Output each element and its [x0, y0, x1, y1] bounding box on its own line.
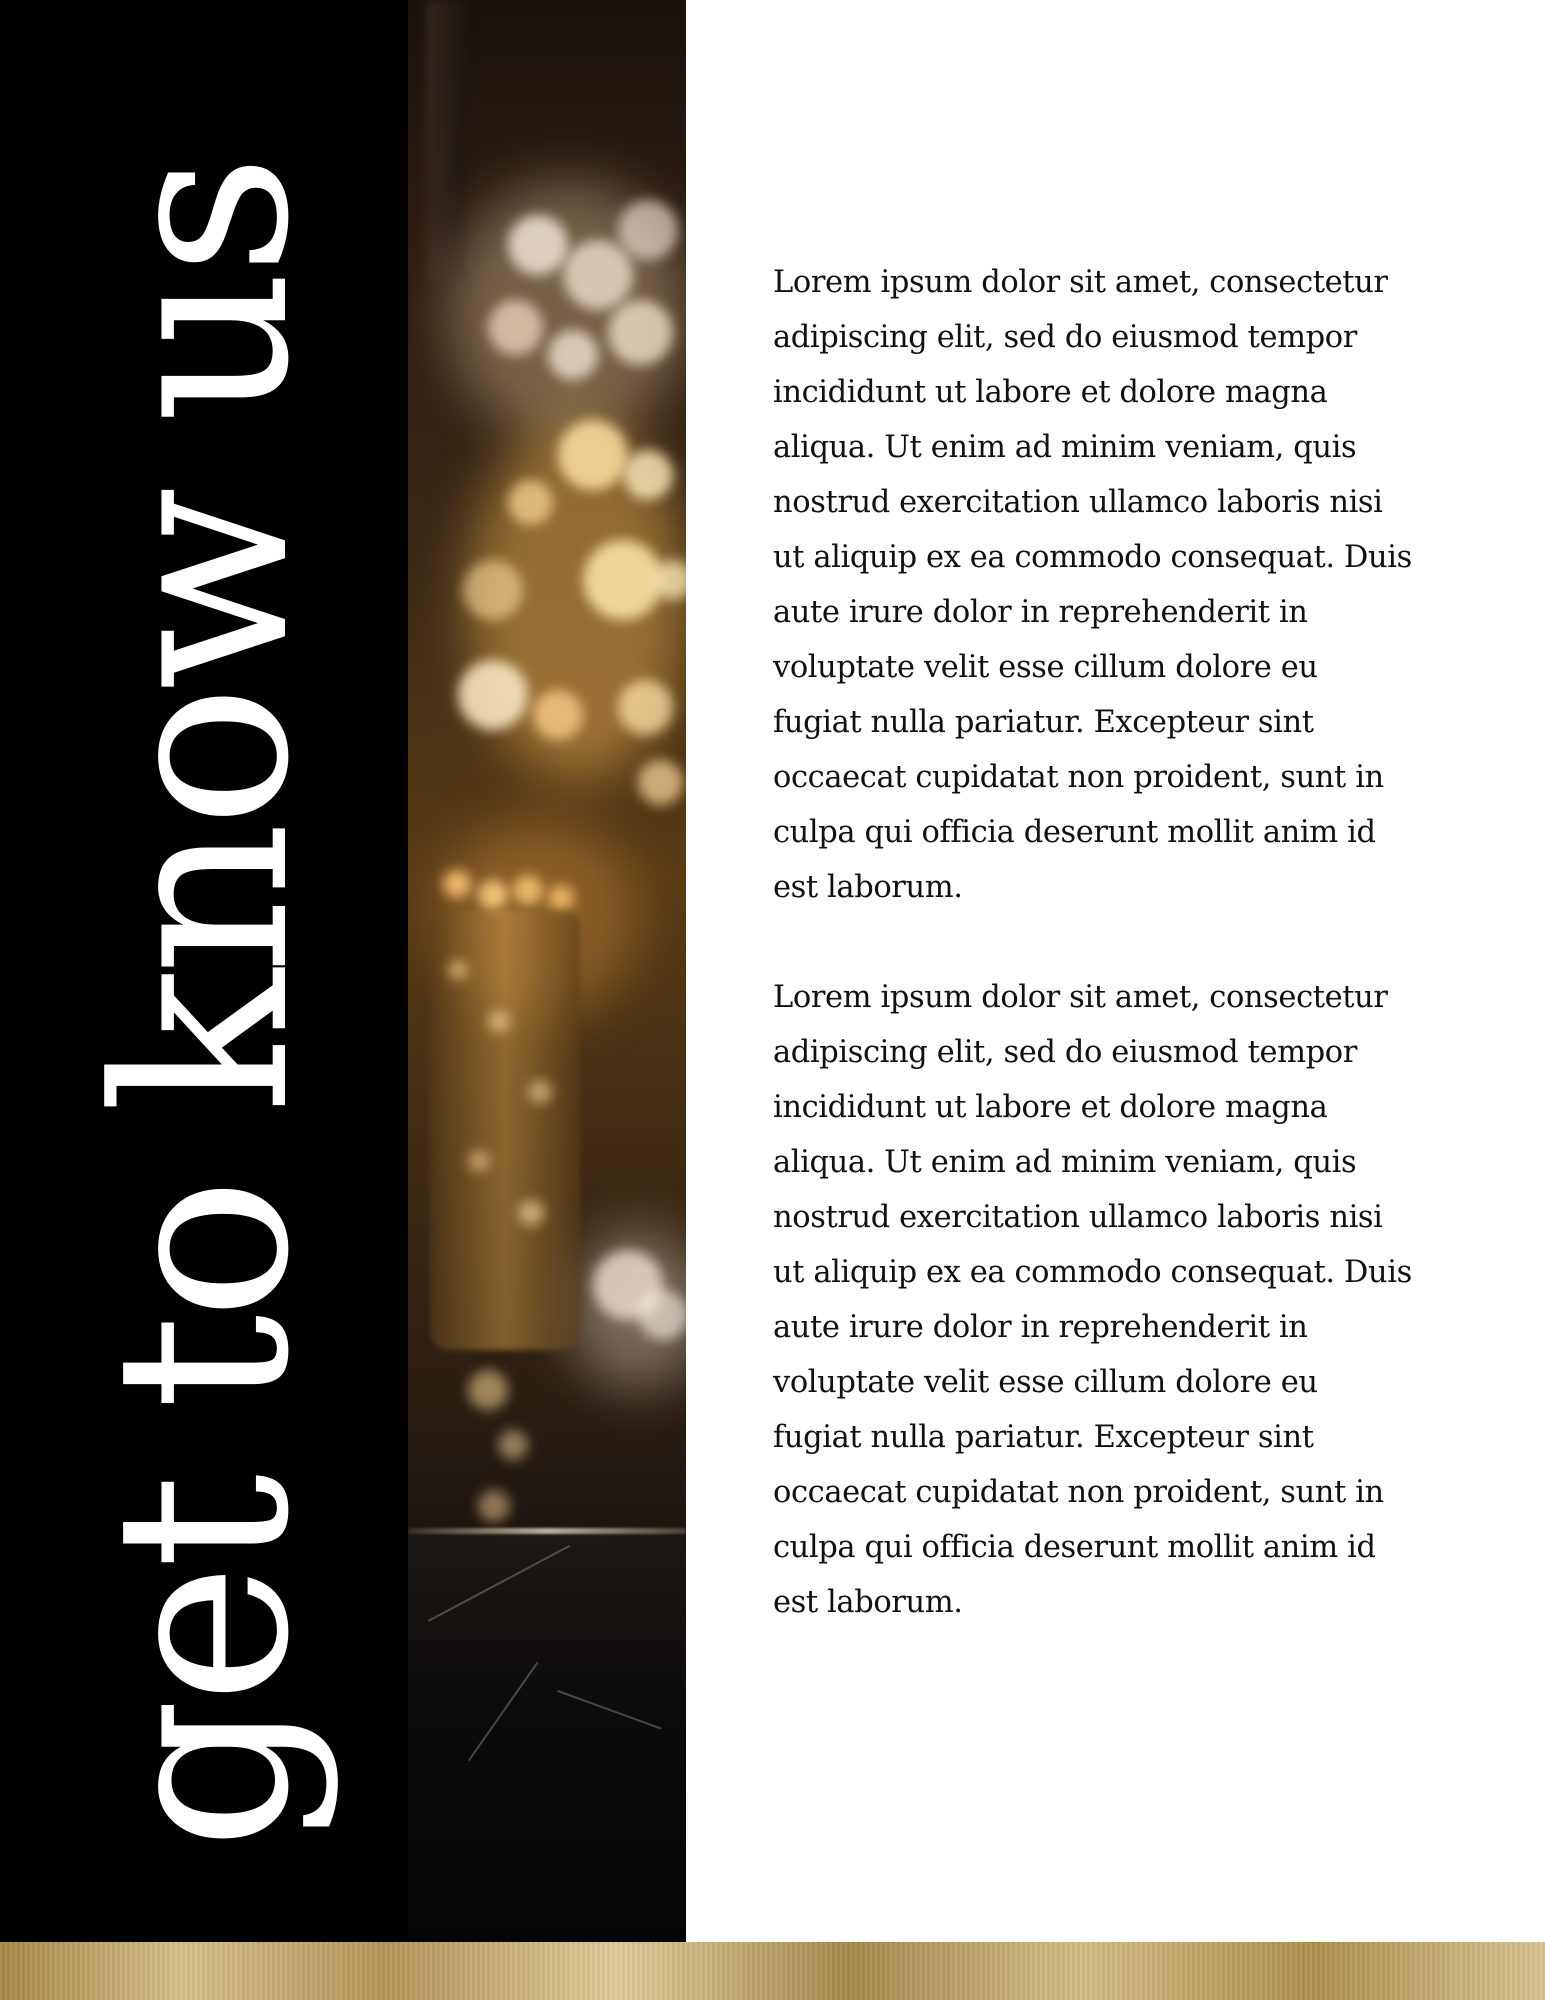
- body-paragraph: Lorem ipsum dolor sit amet, consectetur adipiscing elit, sed do eiusmod tempor incididunt ut labore et dolore magna aliqua. Ut enim ad minim veniam, quis nostrud exercitation ullamco laboris nisi ut aliquip ex ea commodo consequat. Duis aute irure dolor in reprehenderit in voluptate velit esse cillum dolore eu fugiat nulla pariatur. Excepteur sint occaecat cupidatat non proident, sunt in culpa qui officia deserunt mollit anim id est laborum.: [773, 265, 1412, 905]
- body-paragraph: Lorem ipsum dolor sit amet, consectetur adipiscing elit, sed do eiusmod tempor incididunt ut labore et dolore magna aliqua. Ut enim ad minim veniam, quis nostrud exercitation ullamco laboris nisi ut aliquip ex ea commodo consequat. Duis aute irure dolor in reprehenderit in voluptate velit esse cillum dolore eu fugiat nulla pariatur. Excepteur sint occaecat cupidatat non proident, sunt in culpa qui officia deserunt mollit anim id est laborum.: [773, 980, 1412, 1620]
- black-title-panel: [0, 0, 408, 1942]
- gold-footer-bar: [0, 1942, 1545, 2000]
- body-text-column: [773, 255, 1413, 1685]
- page-title: get to know us: [65, 159, 342, 1851]
- bokeh-lights-photo: [408, 0, 686, 1942]
